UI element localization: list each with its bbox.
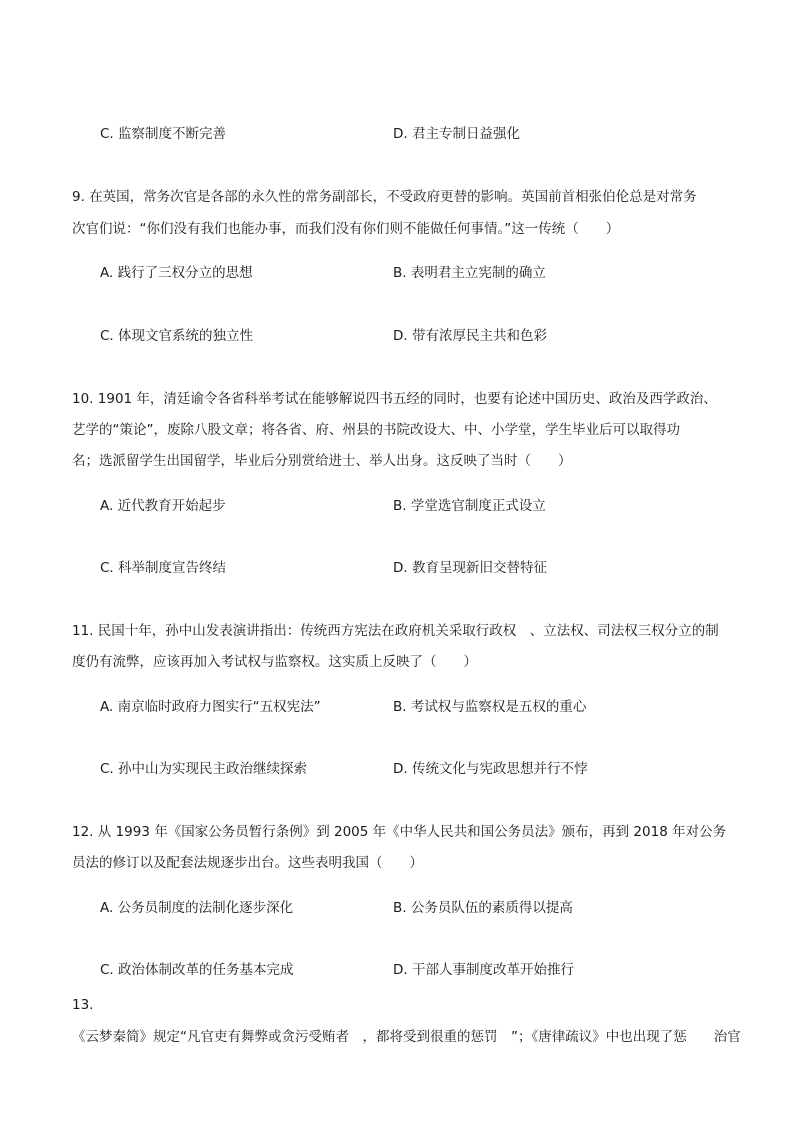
question-10-stem-2: 艺学的“策论”，废除八股文章；将各省、府、州县的书院改设大、中、小学堂，学生毕业后可以取得功 bbox=[72, 422, 680, 438]
question-9-stem-2: 次官们说：“你们没有我们也能办事，而我们没有你们则不能做任何事情。”这一传统（ ） bbox=[72, 221, 620, 237]
option-9-b: B. 表明君主立宪制的确立 bbox=[393, 265, 546, 281]
option-9-a: A. 践行了三权分立的思想 bbox=[100, 265, 253, 281]
option-11-d: D. 传统文化与宪政思想并行不悖 bbox=[393, 761, 588, 777]
question-10-stem-3: 名；选派留学生出国留学，毕业后分别赏给进士、举人出身。这反映了当时（ ） bbox=[72, 453, 572, 469]
option-10-b: B. 学堂选官制度正式设立 bbox=[393, 498, 546, 514]
question-13-stem-1: 《云梦秦简》规定“凡官吏有舞弊或贪污受贿者 ，都将受到很重的惩罚 ”；《唐律疏议》中也出现了惩 治官 bbox=[72, 1029, 741, 1045]
option-10-c: C. 科举制度宣告终结 bbox=[100, 560, 227, 576]
option-9-d: D. 带有浓厚民主共和色彩 bbox=[393, 328, 547, 344]
option-10-a: A. 近代教育开始起步 bbox=[100, 498, 226, 514]
question-12-stem-2: 员法的修订以及配套法规逐步出台。这些表明我国（ ） bbox=[72, 855, 423, 871]
option-12-c: C. 政治体制改革的任务基本完成 bbox=[100, 962, 294, 978]
option-12-d: D. 干部人事制度改革开始推行 bbox=[393, 962, 574, 978]
option-11-a: A. 南京临时政府力图实行“五权宪法” bbox=[100, 699, 321, 715]
question-11-stem-2: 度仍有流弊，应该再加入考试权与监察权。这实质上反映了（ ） bbox=[72, 654, 477, 670]
question-10-stem-1: 10. 1901 年，清廷谕令各省科举考试在能够解说四书五经的同时，也要有论述中国历史、政治及西学政治、 bbox=[72, 391, 717, 407]
option-11-b: B. 考试权与监察权是五权的重心 bbox=[393, 699, 587, 715]
option-12-b: B. 公务员队伍的素质得以提高 bbox=[393, 900, 573, 916]
option-9-c: C. 体现文官系统的独立性 bbox=[100, 328, 254, 344]
option-11-c: C. 孙中山为实现民主政治继续探索 bbox=[100, 761, 308, 777]
question-11-stem-1: 11. 民国十年，孙中山发表演讲指出：传统西方宪法在政府机关采取行政权 、立法权、司法权三权分立的制 bbox=[72, 623, 719, 639]
question-13-number: 13. bbox=[72, 997, 94, 1013]
option-12-a: A. 公务员制度的法制化逐步深化 bbox=[100, 900, 294, 916]
option-8-d: D. 君主专制日益强化 bbox=[393, 126, 520, 142]
option-8-c: C. 监察制度不断完善 bbox=[100, 126, 227, 142]
question-9-stem-1: 9. 在英国，常务次官是各部的永久性的常务副部长，不受政府更替的影响。英国前首相张伯伦总是对常务 bbox=[72, 189, 697, 205]
question-12-stem-1: 12. 从 1993 年《国家公务员暂行条例》到 2005 年《中华人民共和国公务员法》颁布，再到 2018 年对公务 bbox=[72, 824, 727, 840]
option-10-d: D. 教育呈现新旧交替特征 bbox=[393, 560, 547, 576]
